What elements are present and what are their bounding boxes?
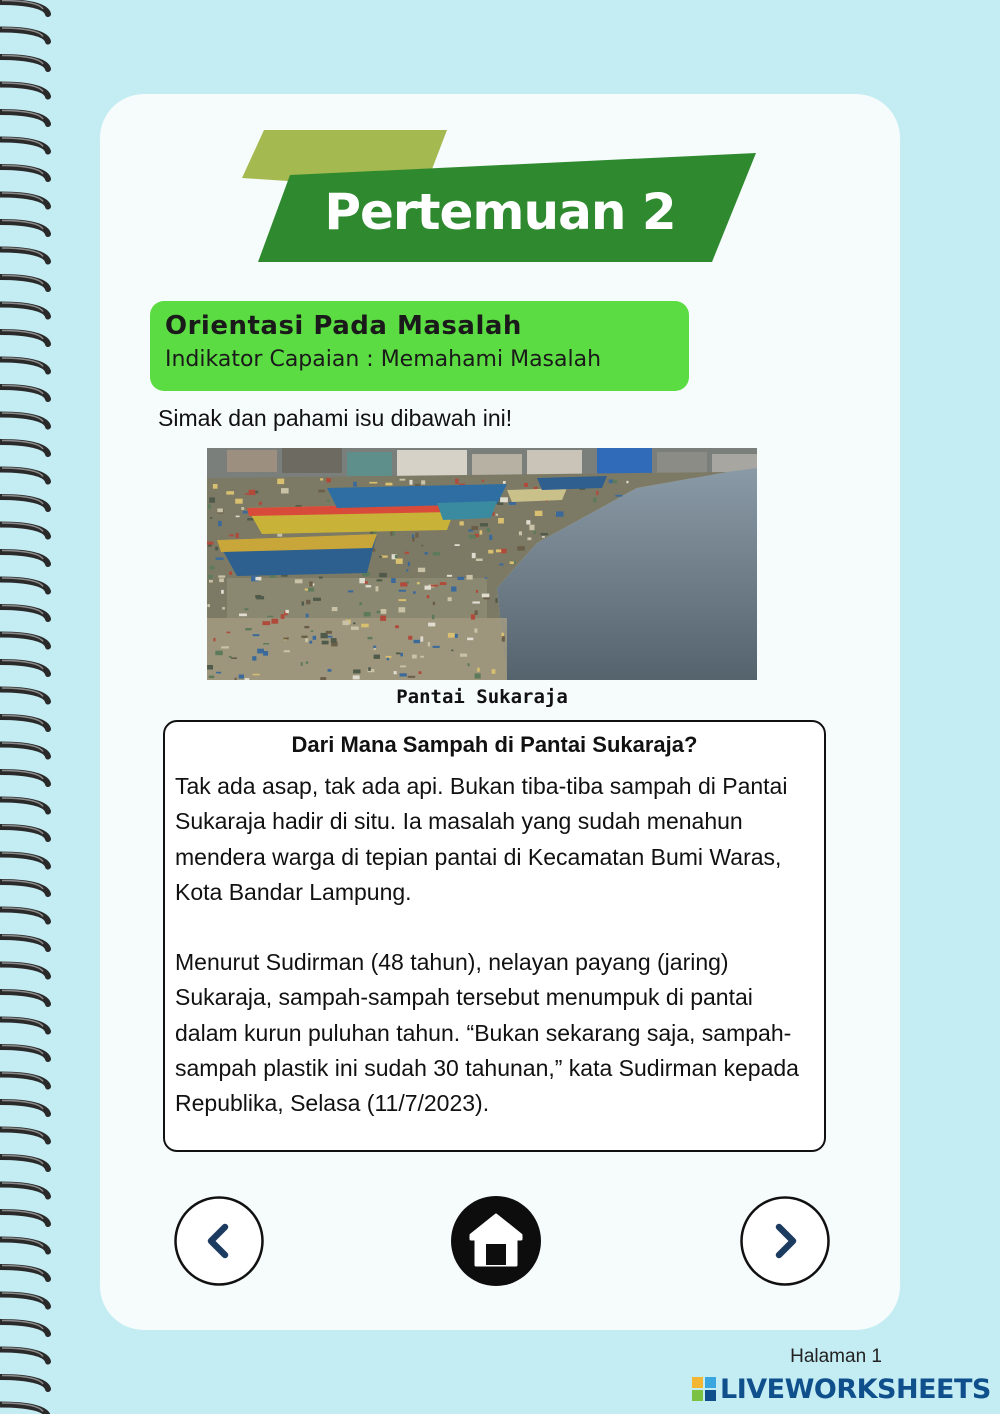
chevron-right-icon xyxy=(740,1196,830,1286)
photo-caption: Pantai Sukaraja xyxy=(396,686,568,708)
liveworksheets-logo-icon xyxy=(692,1377,716,1401)
instruction-text: Simak dan pahami isu dibawah ini! xyxy=(158,405,513,431)
beach-photo xyxy=(207,448,757,680)
article-box xyxy=(163,720,826,1152)
article-title: Dari Mana Sampah di Pantai Sukaraja? xyxy=(291,732,698,757)
page-number: Halaman 1 xyxy=(790,1346,882,1367)
home-icon xyxy=(451,1196,541,1286)
article-paragraph: Tak ada asap, tak ada api. Bukan tiba-tiba sampah di Pantai Sukaraja hadir di situ. Ia masalah yang sudah menahun mendera warga di tepian pantai di Kecamatan Bumi Waras, Kota Bandar Lampung. xyxy=(175,773,788,905)
brand-name: LIVEWORKSHEETS xyxy=(720,1373,991,1405)
page-title: Pertemuan 2 xyxy=(324,183,676,241)
home-button[interactable] xyxy=(451,1196,541,1286)
spiral-binding xyxy=(0,0,70,1414)
article-paragraph: Menurut Sudirman (48 tahun), nelayan payang (jaring) Sukaraja, sampah-sampah tersebut menumpuk di pantai dalam kurun puluhan tahun. “Bukan sekarang saja, sampah-sampah plastik ini sudah 30 tahunan,” kata Sudirman kepada Republika, Selasa (11/7/2023). xyxy=(175,949,799,1117)
section-subtitle: Indikator Capaian : Memahami Masalah xyxy=(165,347,602,372)
next-button[interactable] xyxy=(740,1196,830,1286)
brand-logo xyxy=(692,1372,991,1406)
previous-button[interactable] xyxy=(174,1196,264,1286)
chevron-left-icon xyxy=(174,1196,264,1286)
section-box xyxy=(150,301,689,391)
section-title: Orientasi Pada Masalah xyxy=(165,311,522,341)
